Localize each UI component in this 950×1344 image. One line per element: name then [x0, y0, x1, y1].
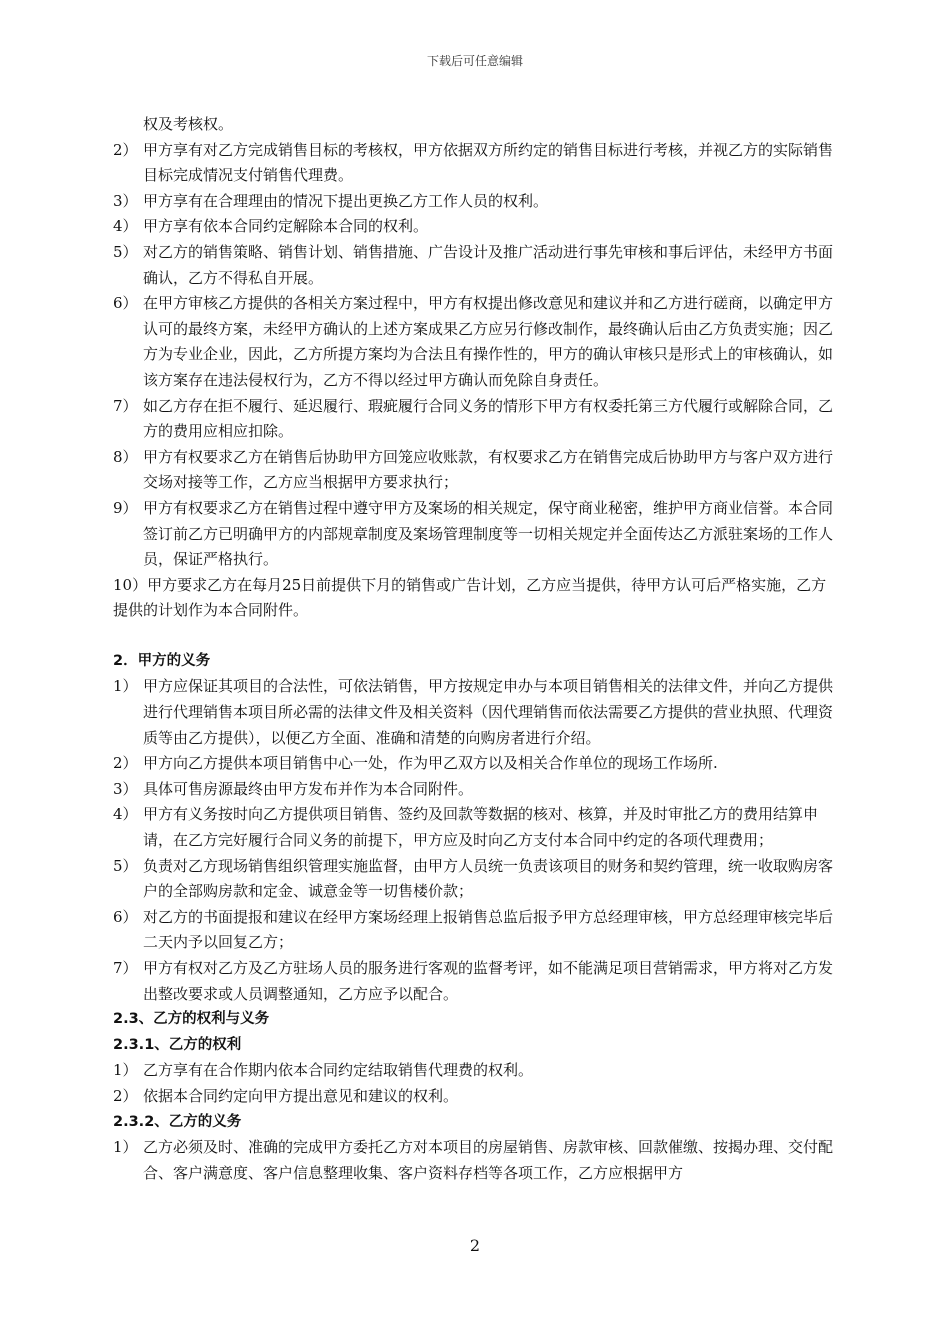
- list-item: 8） 甲方有权要求乙方在销售后协助甲方回笼应收账款，有权要求乙方在销售完成后协助甲方与客户双方进行交场对接等工作，乙方应当根据甲方要求执行；: [113, 447, 834, 492]
- page-header: 下载后可任意编辑: [426, 54, 523, 68]
- list-item: 3） 甲方享有在合理理由的情况下提出更换乙方工作人员的权利。: [113, 191, 549, 210]
- list-item: 5） 对乙方的销售策略、销售计划、销售措施、广告设计及推广活动进行事先审核和事后评估，未经甲方书面确认，乙方不得私自开展。: [113, 242, 834, 287]
- continuation-line: 权及考核权。: [143, 115, 234, 133]
- section-heading-party-b: 2.3、乙方的权利与义务: [113, 1011, 270, 1028]
- list-item: 5） 负责对乙方现场销售组织管理实施监督，由甲方人员统一负责该项目的财务和契约管理，统一收取购房客户的全部购房款和定金、诚意金等一切售楼价款；: [113, 856, 834, 901]
- list-item-10: 10）甲方要求乙方在每月25日前提供下月的销售或广告计划，乙方应当提供，待甲方认可后严格实施，乙方提供的计划作为本合同附件。: [113, 575, 827, 620]
- list-item: 6） 在甲方审核乙方提供的各相关方案过程中，甲方有权提出修改意见和建议并和乙方进行磋商，以确定甲方认可的最终方案，未经甲方确认的上述方案成果乙方应另行修改制作，最终确认后由乙方负责实施；因乙方为专业企业，因此，乙方所提方案均为合法且有操作性的，甲方的确认审核只是形式上的审核确认，如该方案存在违法侵权行为，乙方不得以经过甲方确认而免除自身责任。: [113, 294, 834, 389]
- rights-list: [113, 138, 833, 624]
- obligations-list: [113, 674, 833, 1007]
- party-b-duties-list: [113, 1135, 833, 1186]
- list-item: 7） 如乙方存在拒不履行、延迟履行、瑕疵履行合同义务的情形下甲方有权委托第三方代履行或解除合同，乙方的费用应相应扣除。: [113, 396, 834, 441]
- page-number: 2: [469, 1236, 481, 1255]
- party-b-rights-list: [113, 1058, 833, 1109]
- list-item: 3） 具体可售房源最终由甲方发布并作为本合同附件。: [113, 779, 474, 798]
- list-item: 4） 甲方有义务按时向乙方提供项目销售、签约及回款等数据的核对、核算，并及时审批乙方的费用结算申请，在乙方完好履行合同义务的前提下，甲方应及时向乙方支付本合同中约定的各项代理费用；: [113, 805, 819, 850]
- document-body: [113, 112, 833, 1186]
- list-item: 2） 甲方享有对乙方完成销售目标的考核权，甲方依据双方所约定的销售目标进行考核，并视乙方的实际销售目标完成情况支付销售代理费。: [113, 140, 834, 185]
- list-item: 1） 乙方享有在合作期内依本合同约定结取销售代理费的权利。: [113, 1061, 534, 1080]
- list-item: 4） 甲方享有依本合同约定解除本合同的权利。: [113, 217, 429, 236]
- section-heading-obligations: 2．甲方的义务: [113, 652, 211, 669]
- list-item: 1） 甲方应保证其项目的合法性，可依法销售，甲方按规定申办与本项目销售相关的法律文件，并向乙方提供进行代理销售本项目所必需的法律文件及相关资料（因代理销售而依法需要乙方提供的营业执照、代理资质等由乙方提供），以便乙方全面、准确和清楚的向购房者进行介绍。: [113, 677, 834, 747]
- list-item: 7） 甲方有权对乙方及乙方驻场人员的服务进行客观的监督考评，如不能满足项目营销需求，甲方将对乙方发出整改要求或人员调整通知，乙方应予以配合。: [113, 959, 834, 1003]
- list-item: 2） 依据本合同约定向甲方提出意见和建议的权利。: [113, 1086, 459, 1105]
- subsection-heading-rights: 2.3.1、乙方的权利: [113, 1036, 242, 1053]
- list-item: 6） 对乙方的书面提报和建议在经甲方案场经理上报销售总监后报予甲方总经理审核，甲方总经理审核完毕后二天内予以回复乙方；: [113, 907, 834, 952]
- subsection-heading-duties: 2.3.2、乙方的义务: [113, 1113, 242, 1130]
- list-item: 9） 甲方有权要求乙方在销售过程中遵守甲方及案场的相关规定，保守商业秘密，维护甲方商业信誉。本合同签订前乙方已明确甲方的内部规章制度及案场管理制度等一切相关规定并全面传达乙方派驻案场的工作人员，保证严格执行。: [113, 498, 834, 569]
- list-item: 1） 乙方必须及时、准确的完成甲方委托乙方对本项目的房屋销售、房款审核、回款催缴、按揭办理、交付配合、客户满意度、客户信息整理收集、客户资料存档等各项工作，乙方应根据甲方: [113, 1138, 834, 1182]
- list-item: 2） 甲方向乙方提供本项目销售中心一处，作为甲乙双方以及相关合作单位的现场工作场所.: [113, 754, 718, 773]
